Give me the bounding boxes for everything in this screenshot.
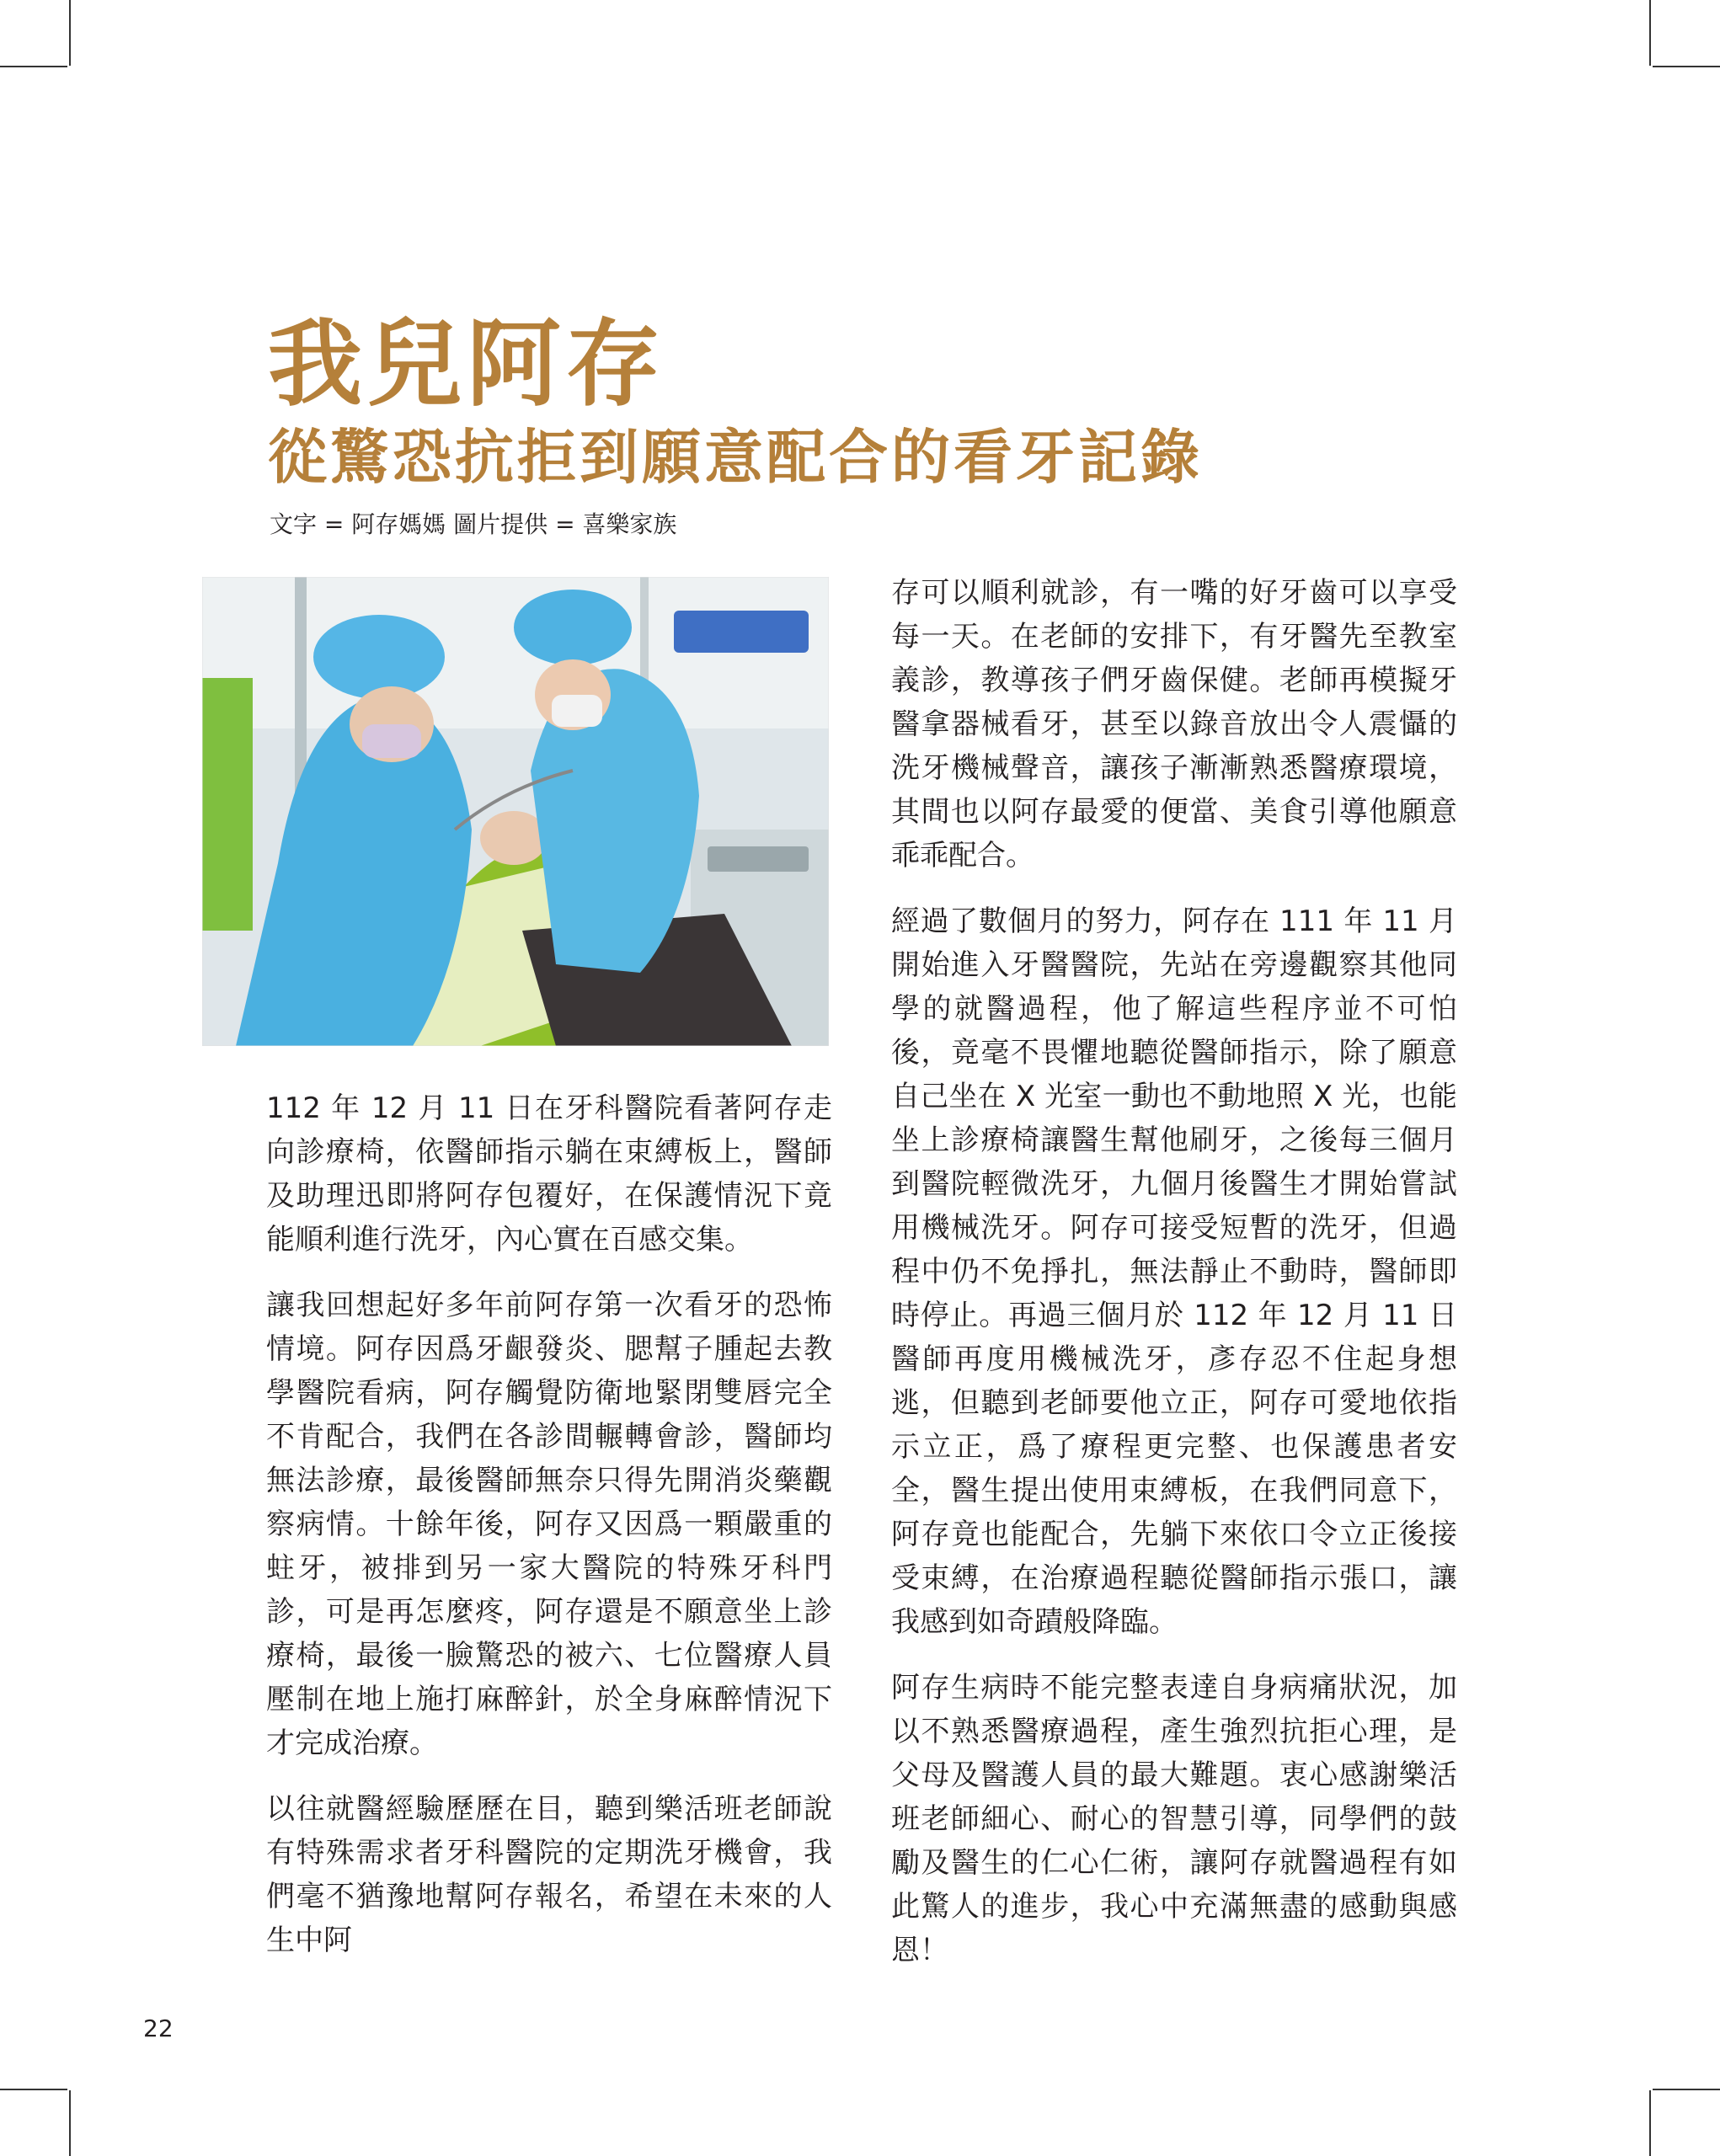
photo-illustration: [202, 577, 829, 1046]
right-column: [891, 571, 1457, 1994]
byline: 文字 = 阿存媽媽 圖片提供 = 喜樂家族: [270, 510, 677, 538]
left-column: [266, 1086, 832, 1984]
crop-mark-bottom-right-v: [1649, 2090, 1651, 2156]
paragraph: 存可以順利就診，有一嘴的好牙齒可以享受每一天。在老師的安排下，有牙醫先至教室義診，教導孩子們牙齒保健。老師再模擬牙醫拿器械看牙，甚至以錄音放出令人震懾的洗牙機械聲音，讓孩子漸漸熟悉醫療環境，其間也以阿存最愛的便當、美食引導他願意乖乖配合。: [891, 576, 1457, 873]
crop-mark-top-right-v: [1649, 0, 1651, 66]
dentists-treating-patient-photo: [202, 577, 829, 1046]
crop-mark-bottom-left-v: [69, 2090, 71, 2156]
article-subtitle: 從驚恐抗拒到願意配合的看牙記錄: [268, 423, 1203, 492]
paragraph: 以往就醫經驗歷歷在目，聽到樂活班老師說有特殊需求者牙科醫院的定期洗牙機會，我們毫不猶豫地幫阿存報名，希望在未來的人生中阿: [266, 1792, 832, 1957]
crop-mark-bottom-right-h: [1653, 2089, 1720, 2090]
crop-mark-bottom-left-h: [0, 2089, 67, 2090]
article-title: 我兒阿存: [268, 309, 665, 419]
paragraph: 經過了數個月的努力，阿存在 111 年 11 月開始進入牙醫醫院，先站在旁邊觀察其他同學的就醫過程，他了解這些程序並不可怕後，竟毫不畏懼地聽從醫師指示，除了願意自己坐在 X 光室一動也不動地照 X 光，也能坐上診療椅讓醫生幫他刷牙，之後每三個月到醫院輕微洗牙，九個月後醫生才開始嘗試用機械洗牙。阿存可接受短暫的洗牙，但過程中仍不免掙扎，無法靜止不動時，醫師即時停止。再過三個月於 112 年 12 月 11 日醫師再度用機械洗牙，彥存忍不住起身想逃，但聽到老師要他立正，阿存可愛地依指示立正，爲了療程更完整、也保護患者安全，醫生提出使用束縛板，在我們同意下，阿存竟也能配合，先躺下來依口令立正後接受束縛，在治療過程聽從醫師指示張口，讓我感到如奇蹟般降臨。: [891, 905, 1457, 1639]
paragraph: 讓我回想起好多年前阿存第一次看牙的恐怖情境。阿存因爲牙齦發炎、腮幫子腫起去教學醫院看病，阿存觸覺防衛地緊閉雙唇完全不肯配合，我們在各診間輾轉會診，醫師均無法診療，最後醫師無奈只得先開消炎藥觀察病情。十餘年後，阿存又因爲一顆嚴重的蛀牙，被排到另一家大醫院的特殊牙科門診，可是再怎麼疼，阿存還是不願意坐上診療椅，最後一臉驚恐的被六、七位醫療人員壓制在地上施打麻醉針，於全身麻醉情況下才完成治療。: [266, 1289, 832, 1760]
paragraph: 阿存生病時不能完整表達自身病痛狀況，加以不熟悉醫療過程，產生強烈抗拒心理，是父母及醫護人員的最大難題。衷心感謝樂活班老師細心、耐心的智慧引導，同學們的鼓勵及醫生的仁心仁術，讓阿存就醫過程有如此驚人的進步，我心中充滿無盡的感動與感恩！: [891, 1671, 1457, 1967]
crop-mark-top-left-v: [69, 0, 71, 66]
page-number: 22: [143, 2015, 174, 2042]
paragraph: 112 年 12 月 11 日在牙科醫院看著阿存走向診療椅，依醫師指示躺在束縛板上，醫師及助理迅即將阿存包覆好，在保護情況下竟能順利進行洗牙，內心實在百感交集。: [266, 1091, 832, 1257]
crop-mark-top-left-h: [0, 66, 67, 67]
crop-mark-top-right-h: [1653, 66, 1720, 67]
